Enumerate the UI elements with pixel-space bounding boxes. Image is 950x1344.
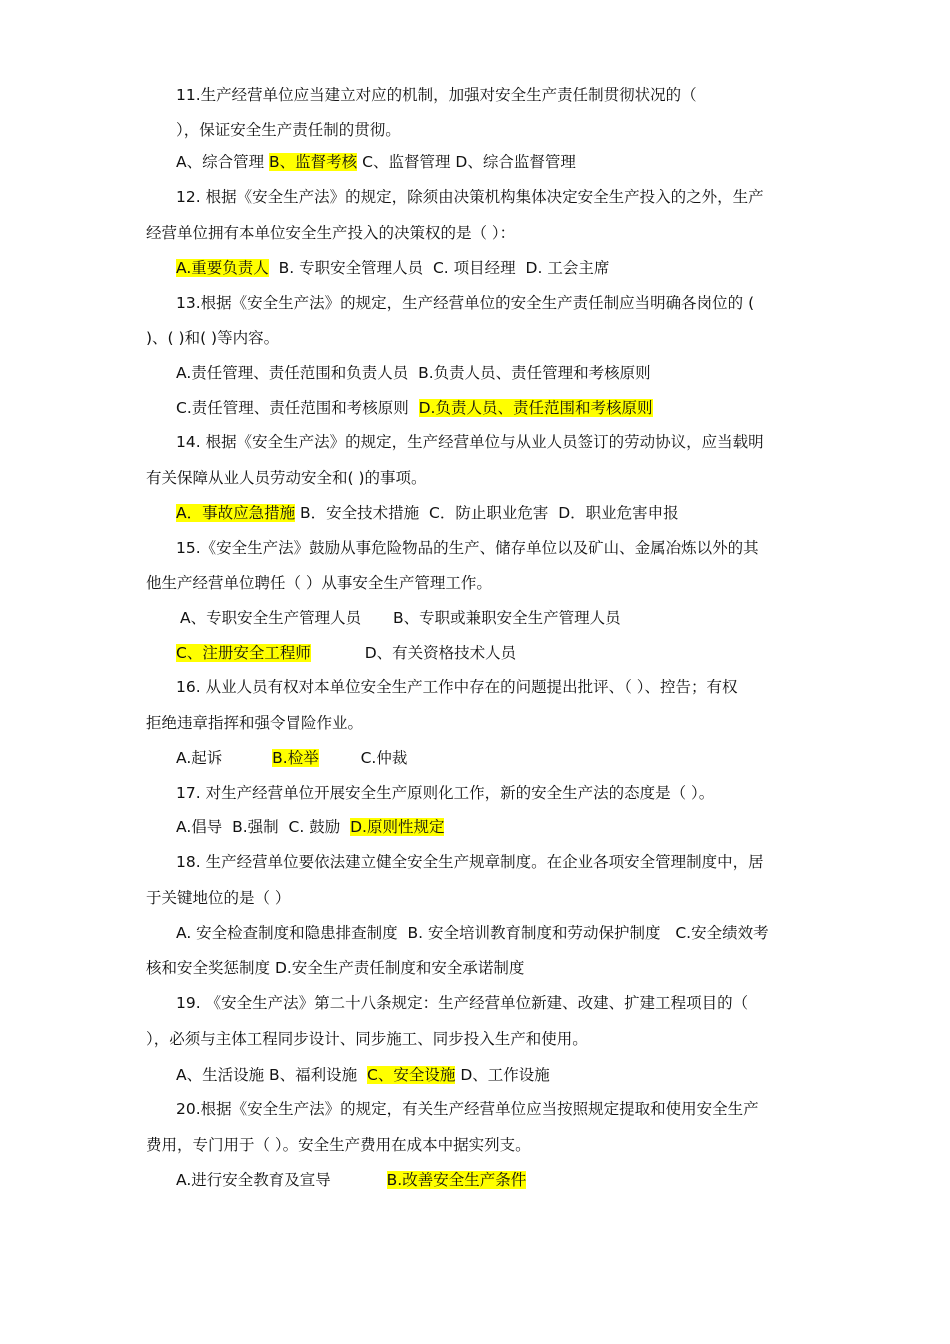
option-a-answer: A．事故应急措施 xyxy=(176,504,296,522)
option-a: A、专职安全生产管理人员 xyxy=(180,609,362,627)
option-c: C.仲裁 xyxy=(360,749,408,767)
question-15-options-line2 xyxy=(176,643,844,663)
question-17-stem: 17. 对生产经营单位开展安全生产原则化工作，新的安全生产法的态度是（ ）。 xyxy=(176,784,715,802)
option-c: C.安全绩效考 xyxy=(675,924,769,942)
question-18-stem-line1: 18. 生产经营单位要依法建立健全安全生产规章制度。在企业各项安全管理制度中，居 xyxy=(176,853,764,871)
option-d: D、有关资格技术人员 xyxy=(364,644,517,662)
question-20-stem-line1: 20.根据《安全生产法》的规定，有关生产经营单位应当按照规定提取和使用安全生产 xyxy=(176,1100,759,1118)
option-b: B. 安全培训教育制度和劳动保护制度 xyxy=(407,924,661,942)
question-14-stem-line1: 14. 根据《安全生产法》的规定，生产经营单位与从业人员签订的劳动协议，应当载明 xyxy=(176,433,764,451)
option-a: A.起诉 xyxy=(176,749,223,767)
question-12-options xyxy=(176,258,844,278)
option-d-answer: D.原则性规定 xyxy=(350,818,445,836)
question-17-options xyxy=(176,817,844,837)
question-12-stem-line1: 12. 根据《安全生产法》的规定，除须由决策机构集体决定安全生产投入的之外，生产 xyxy=(176,188,764,206)
option-b: B、福利设施 xyxy=(269,1066,358,1084)
question-11-stem-line2: ），保证安全生产责任制的贯彻。 xyxy=(176,121,401,139)
question-13-stem-line1: 13.根据《安全生产法》的规定，生产经营单位的安全生产责任制应当明确各岗位的 ( xyxy=(176,294,755,312)
option-b: B. 专职安全管理人员 xyxy=(278,259,424,277)
option-a-answer: A.重要负责人 xyxy=(176,259,269,277)
option-a: A. 安全检查制度和隐患排查制度 xyxy=(176,924,398,942)
option-b: B、专职或兼职安全生产管理人员 xyxy=(392,609,621,627)
question-19-stem-line2: ），必须与主体工程同步设计、同步施工、同步投入生产和使用。 xyxy=(146,1030,588,1048)
question-20-options xyxy=(176,1170,844,1190)
option-b: B．安全技术措施 xyxy=(300,504,420,522)
option-a: A.责任管理、责任范围和负责人员 xyxy=(176,364,409,382)
option-d: D、综合监督管理 xyxy=(455,153,576,171)
question-19-options xyxy=(176,1065,844,1085)
option-d: D. 工会主席 xyxy=(525,259,610,277)
option-b-answer: B.检举 xyxy=(272,749,319,767)
question-13-stem-line2: )、( )和( )等内容。 xyxy=(146,329,280,347)
option-c: C．防止职业危害 xyxy=(429,504,549,522)
option-d: D.安全生产责任制度和安全承诺制度 xyxy=(274,959,525,977)
option-b-answer: B.改善安全生产条件 xyxy=(386,1171,527,1189)
question-19-stem-line1: 19. 《安全生产法》第二十八条规定：生产经营单位新建、改建、扩建工程项目的（ xyxy=(176,994,749,1012)
option-a: A、生活设施 xyxy=(176,1066,265,1084)
option-a: A.倡导 xyxy=(176,818,223,836)
option-a: A.进行安全教育及宣导 xyxy=(176,1171,331,1189)
option-d: D．职业危害申报 xyxy=(558,504,679,522)
question-11-options xyxy=(176,152,844,172)
option-a: A、综合管理 xyxy=(176,153,265,171)
question-20-stem-line2: 费用，专门用于（ ）。安全生产费用在成本中据实列支。 xyxy=(146,1136,531,1154)
option-c: C.责任管理、责任范围和考核原则 xyxy=(176,399,409,417)
option-b: B.强制 xyxy=(232,818,279,836)
option-d: D、工作设施 xyxy=(460,1066,550,1084)
question-12-stem-line2: 经营单位拥有本单位安全生产投入的决策权的是（ ）： xyxy=(146,224,516,242)
question-16-stem-line2: 拒绝违章指挥和强令冒险作业。 xyxy=(146,714,364,732)
question-14-options xyxy=(176,503,844,523)
option-b-answer: B、监督考核 xyxy=(269,153,358,171)
question-15-stem-line2: 他生产经营单位聘任（ ）从事安全生产管理工作。 xyxy=(146,574,492,592)
question-13-options-line2 xyxy=(176,398,844,418)
question-15-options-line1 xyxy=(180,608,848,628)
question-13-options-line1 xyxy=(176,363,844,383)
question-14-stem-line2: 有关保障从业人员劳动安全和( )的事项。 xyxy=(146,469,427,487)
option-d-answer: D.负责人员、责任范围和考核原则 xyxy=(418,399,653,417)
option-c-continued: 核和安全奖惩制度 xyxy=(146,959,271,977)
option-c: C. 鼓励 xyxy=(288,818,341,836)
question-18-options-line1 xyxy=(176,923,844,943)
question-11-stem-line1: 11.生产经营单位应当建立对应的机制，加强对安全生产责任制贯彻状况的（ xyxy=(176,86,697,104)
option-c: C、监督管理 xyxy=(362,153,451,171)
option-b: B.负责人员、责任管理和考核原则 xyxy=(418,364,651,382)
question-18-stem-line2: 于关键地位的是（ ） xyxy=(146,889,291,907)
question-15-stem-line1: 15.《安全生产法》鼓励从事危险物品的生产、储存单位以及矿山、金属冶炼以外的其 xyxy=(176,539,759,557)
option-c-answer: C、注册安全工程师 xyxy=(176,644,311,662)
question-16-stem-line1: 16. 从业人员有权对本单位安全生产工作中存在的问题提出批评、（ ）、控告；有权 xyxy=(176,678,738,696)
question-16-options xyxy=(176,748,844,768)
option-c-answer: C、安全设施 xyxy=(367,1066,456,1084)
option-c: C. 项目经理 xyxy=(432,259,516,277)
question-18-options-line2 xyxy=(146,958,814,978)
